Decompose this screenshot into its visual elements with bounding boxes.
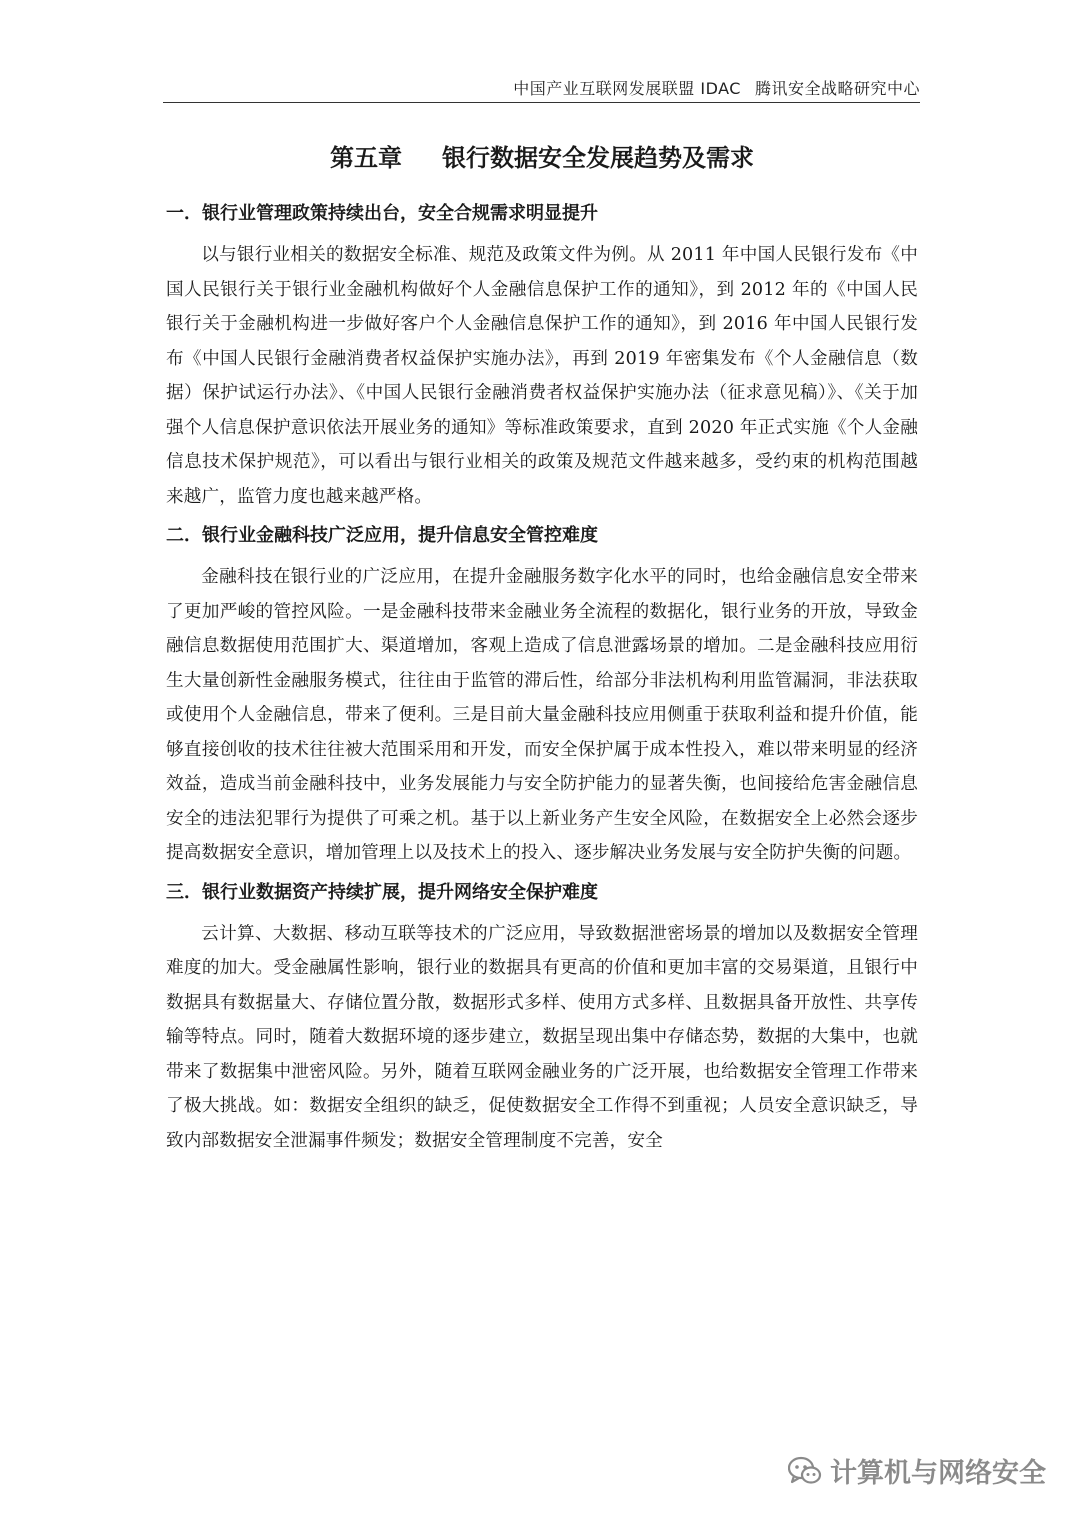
section-paragraph-1: 以与银行业相关的数据安全标准、规范及政策文件为例。从 2011 年中国人民银行发布《中国人民银行关于银行业金融机构做好个人金融信息保护工作的通知》，到 2012 年的《中国人民银行关于金融机构进一步做好客户个人金融信息保护工作的通知》，到 2016 年中国人民银行发布《中国人民银行金融消费者权益保护实施办法》，再到 2019 年密集发布《个人金融信息（数据）保护试运行办法》、《中国人民银行金融消费者权益保护实施办法（征求意见稿）》、《关于加强个人信息保护意识依法开展业务的通知》等标准政策要求，直到 2020 年正式实施《个人金融信息技术保护规范》，可以看出与银行业相关的政策及规范文件越来越多，受约束的机构范围越来越广，监管力度也越来越严格。: [166, 245, 918, 507]
header-org-tencent: 腾讯安全战略研究中心: [754, 79, 920, 98]
page-header: [513, 76, 920, 99]
section-paragraph-2: 金融科技在银行业的广泛应用，在提升金融服务数字化水平的同时，也给金融信息安全带来了更加严峻的管控风险。一是金融科技带来金融业务全流程的数据化，银行业务的开放，导致金融信息数据使用范围扩大、渠道增加，客观上造成了信息泄露场景的增加。二是金融科技应用衍生大量创新性金融服务模式，往往由于监管的滞后性，给部分非法机构利用监管漏洞，非法获取或使用个人金融信息，带来了便利。三是目前大量金融科技应用侧重于获取利益和提升价值，能够直接创收的技术往往被大范围采用和开发，而安全保护属于成本性投入，难以带来明显的经济效益，造成当前金融科技中，业务发展能力与安全防护能力的显著失衡，也间接给危害金融信息安全的违法犯罪行为提供了可乘之机。基于以上新业务产生安全风险，在数据安全上必然会逐步提高数据安全意识，增加管理上以及技术上的投入、逐步解决业务发展与安全防护失衡的问题。: [166, 567, 918, 863]
section-heading-3: 三．银行业数据资产持续扩展，提升网络安全保护难度: [166, 881, 598, 903]
chapter-title: [166, 138, 918, 178]
chapter-number: 第五章: [330, 144, 402, 172]
header-org-idac: 中国产业互联网发展联盟 IDAC: [513, 79, 741, 98]
watermark: [788, 1451, 1046, 1490]
section-heading-2: 二．银行业金融科技广泛应用，提升信息安全管控难度: [166, 525, 598, 546]
header-divider: [163, 102, 920, 103]
watermark-text: 计算机与网络安全: [830, 1458, 1046, 1489]
section-heading-1: 一．银行业管理政策持续出台，安全合规需求明显提升: [166, 203, 598, 224]
wechat-icon: [788, 1456, 822, 1486]
chapter-name: 银行数据安全发展趋势及需求: [442, 144, 754, 172]
document-body: [166, 138, 918, 1168]
section-paragraph-3: 云计算、大数据、移动互联等技术的广泛应用，导致数据泄密场景的增加以及数据安全管理难度的加大。受金融属性影响，银行业的数据具有更高的价值和更加丰富的交易渠道，且银行中数据具有数据量大、存储位置分散，数据形式多样、使用方式多样、且数据具备开放性、共享传输等特点。同时，随着大数据环境的逐步建立，数据呈现出集中存储态势，数据的大集中，也就带来了数据集中泄密风险。另外，随着互联网金融业务的广泛开展，也给数据安全管理工作带来了极大挑战。如：数据安全组织的缺乏，促使数据安全工作得不到重视；人员安全意识缺乏，导致内部数据安全泄漏事件频发；数据安全管理制度不完善，安全: [166, 923, 918, 1151]
